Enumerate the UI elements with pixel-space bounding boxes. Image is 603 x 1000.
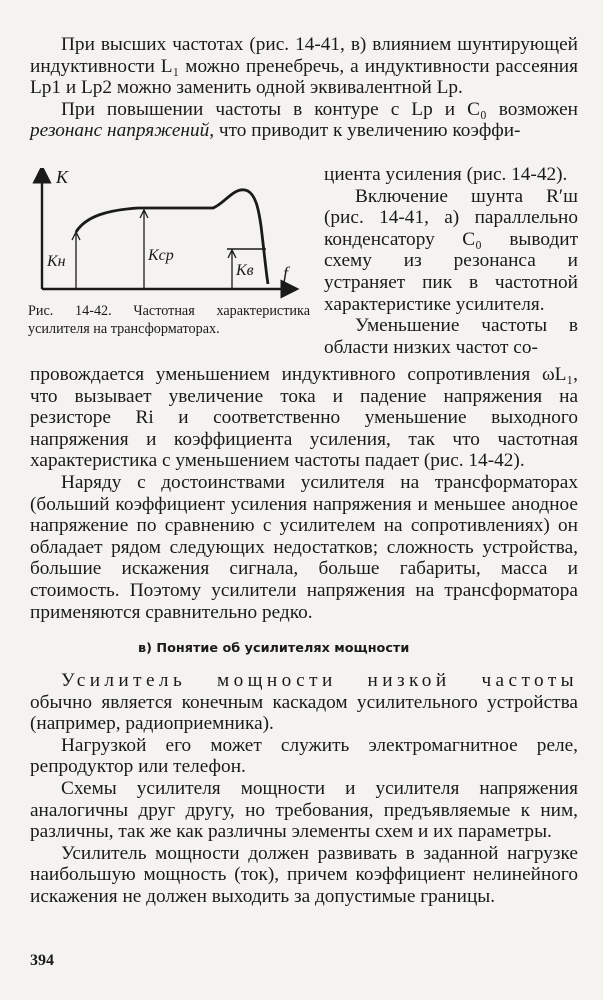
paragraph-circuits: Схемы усилителя мощности и усилителя напряжения аналогичны друг другу, но требования, предъявляемые к ним, различны, так же как различны элементы схем и их параметры. <box>30 777 578 843</box>
x-axis-label: f <box>283 263 289 283</box>
paragraph-resonance <box>30 99 578 142</box>
resonance-text-end: что приводит к увеличению коэффи- <box>214 120 521 142</box>
section-heading: в) Понятие об усилителях мощности <box>138 641 410 656</box>
frequency-response-plot <box>28 168 308 302</box>
page-number: 394 <box>30 952 54 969</box>
resonance-emphasis: резонанс напряжений, <box>30 120 215 142</box>
paragraph-gain-continued: циента усиления (рис. 14-42). <box>324 164 568 185</box>
paragraph-low-frequency-continued: провождается уменьшением индуктивного сопротивления ωL₁, что вызывает увеличение тока и падение напряжения на резисторе Ri и соответственно уменьшение выходного напряжения и коэффициента усиления, так что частотная характеристика с уменьшением частоты падает (рис. 14-42). <box>30 364 578 472</box>
top-text-block <box>30 34 578 142</box>
frequency-response-figure <box>28 168 308 302</box>
power-amplifier-definition: обычно является конечным каскадом усилительного устройства (например, радиоприемника). <box>30 691 578 735</box>
paragraph-load: Нагрузкой его может служить электромагнитное реле, репродуктор или телефон. <box>30 734 578 778</box>
y-axis-label: K <box>56 167 69 187</box>
paragraph-low-frequency: Уменьшение частоты в области низких частот со- <box>324 315 578 358</box>
k-mid-label: Kср <box>148 247 174 264</box>
paragraph-disadvantages: Наряду с достоинствами усилителя на трансформаторах (больший коэффициент усиления напряжения и меньшее анодное напряжение по сравнению с усилителем на сопротивлениях) он обладает рядом следующих недостатков; сложность устройства, большие искажения сигнала, больше габариты, масса и стоимость. Поэтому усилители напряжения на трансформатора применяются сравнительно редко. <box>30 471 578 623</box>
side-text-block <box>324 164 578 358</box>
power-amplifier-term: Усилитель мощности низкой частоты <box>61 670 578 691</box>
main-text-block <box>30 364 578 623</box>
paragraph-power-amplifier <box>30 670 578 735</box>
paragraph-power-requirement: Усилитель мощности должен развивать в заданной нагрузке наибольшую мощность (ток), причем коэффициент нелинейного искажения не должен выходить за допустимые границы. <box>30 842 578 907</box>
paragraph-high-frequencies: При высших частотах (рис. 14-41, в) влиянием шунтирующей индуктивности L₁ можно пренебречь, а индуктивности рассеяния Lp1 и Lp2 можно заменить одной эквивалентной Lp. <box>30 34 578 99</box>
bottom-text-block <box>30 670 578 908</box>
figure-caption: Рис. 14-42. Частотная характеристика усилителя на трансформаторах. <box>28 303 310 337</box>
k-low-label: Kн <box>47 253 66 270</box>
paragraph-shunt: Включение шунта R′ш (рис. 14-41, а) параллельно конденсатору C₀ выводит схему из резонанса и устраняет пик в частотной характеристике усилителя. <box>324 185 578 315</box>
k-high-label: Kв <box>236 262 254 279</box>
resonance-text-start: При повышении частоты в контуре с Lp и C₀ возможен <box>61 98 578 120</box>
